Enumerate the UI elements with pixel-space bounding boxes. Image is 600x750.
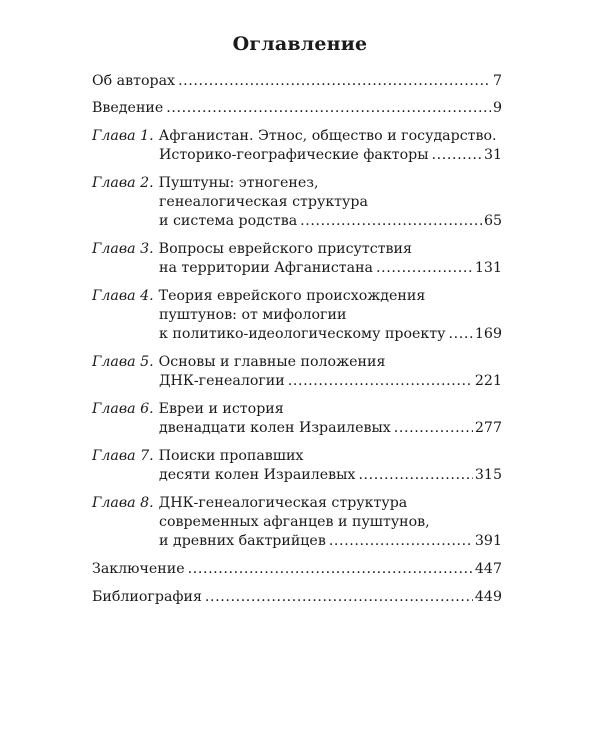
chapter-label: Глава 4. bbox=[92, 288, 154, 304]
toc-entry-title-line: генеалогическая структура bbox=[159, 194, 368, 210]
dot-leader bbox=[432, 146, 482, 165]
toc-entry-conclusion[interactable] bbox=[92, 560, 502, 579]
toc-page-number: 169 bbox=[474, 326, 502, 342]
dot-leader bbox=[394, 419, 473, 438]
toc-entry-title-line: и древних бактрийцев bbox=[159, 533, 326, 549]
chapter-label: Глава 7. bbox=[92, 448, 154, 464]
toc-entry-title-line: Афганистан. Этнос, общество и государство. bbox=[158, 128, 497, 144]
toc-entry-chapter-4[interactable] bbox=[92, 287, 502, 344]
dot-leader bbox=[329, 532, 473, 551]
toc-entry-title-line: пуштунов: от мифологии bbox=[159, 307, 347, 323]
toc-page-number: 131 bbox=[474, 260, 502, 276]
toc-entry-title-line: Евреи и история bbox=[158, 401, 284, 417]
toc-entry-title-line: десяти колен Израилевых bbox=[159, 467, 356, 483]
toc-page-number: 65 bbox=[483, 213, 502, 229]
chapter-label: Глава 5. bbox=[92, 354, 154, 370]
toc-entry-title: Библиография bbox=[92, 589, 202, 605]
chapter-label: Глава 2. bbox=[92, 175, 154, 191]
toc-entry-title: Заключение bbox=[92, 561, 185, 577]
toc-entry-title-line: на территории Афганистана bbox=[159, 260, 374, 276]
toc-entry-title-line: Историко-географические факторы bbox=[159, 147, 429, 163]
toc-entry-chapter-2[interactable] bbox=[92, 174, 502, 231]
toc-page-number: 391 bbox=[474, 533, 502, 549]
toc-entry-title-line: к политико-идеологическому проекту bbox=[159, 326, 446, 342]
toc-entry-title-line: Основы и главные положения bbox=[158, 354, 386, 370]
dot-leader bbox=[188, 560, 473, 579]
toc-entry-title-line: Пуштуны: этногенез, bbox=[158, 175, 319, 191]
page-title: Оглавление bbox=[232, 33, 368, 55]
toc-entry-chapter-5[interactable] bbox=[92, 353, 502, 391]
chapter-label: Глава 8. bbox=[92, 495, 154, 511]
toc-page-number: 315 bbox=[474, 467, 502, 483]
dot-leader bbox=[358, 466, 472, 485]
toc-entry-chapter-7[interactable] bbox=[92, 447, 502, 485]
toc-entry-title-line: Поиски пропавших bbox=[158, 448, 304, 464]
toc-entry-chapter-1[interactable] bbox=[92, 127, 502, 165]
toc-entry-title-line: двенадцати колен Израилевых bbox=[159, 420, 391, 436]
table-of-contents bbox=[92, 72, 502, 605]
toc-page-number: 221 bbox=[474, 373, 502, 389]
toc-entry-title-line: ДНК-генеалогическая структура bbox=[158, 495, 408, 511]
dot-leader bbox=[449, 325, 473, 344]
chapter-label: Глава 3. bbox=[92, 241, 154, 257]
dot-leader bbox=[300, 212, 482, 231]
dot-leader bbox=[376, 259, 473, 278]
toc-entry-title-line: ДНК-генеалогии bbox=[159, 373, 285, 389]
toc-entry-chapter-6[interactable] bbox=[92, 400, 502, 438]
toc-page-number: 9 bbox=[492, 100, 502, 116]
toc-entry-title: Об авторах bbox=[92, 73, 176, 89]
toc-page-number: 31 bbox=[483, 147, 502, 163]
chapter-label: Глава 6. bbox=[92, 401, 154, 417]
toc-entry-bibliography[interactable] bbox=[92, 588, 502, 607]
dot-leader bbox=[166, 99, 491, 118]
toc-entry-title: Введение bbox=[92, 100, 164, 116]
toc-entry-chapter-8[interactable] bbox=[92, 494, 502, 551]
toc-entry-title-line: современных афганцев и пуштунов, bbox=[159, 514, 430, 530]
dot-leader bbox=[288, 372, 473, 391]
toc-page-number: 277 bbox=[474, 420, 502, 436]
toc-entry-title-line: Вопросы еврейского присутствия bbox=[158, 241, 412, 257]
toc-page-number: 447 bbox=[474, 561, 502, 577]
dot-leader bbox=[205, 588, 473, 607]
toc-entry-title-line: и система родства bbox=[159, 213, 298, 229]
toc-page-number: 7 bbox=[492, 73, 502, 89]
toc-entry-introduction[interactable] bbox=[92, 99, 502, 118]
toc-entry-about-authors[interactable] bbox=[92, 72, 502, 91]
toc-entry-title-line: Теория еврейского происхождения bbox=[158, 288, 426, 304]
toc-entry-chapter-3[interactable] bbox=[92, 240, 502, 278]
chapter-label: Глава 1. bbox=[92, 128, 154, 144]
toc-page-number: 449 bbox=[474, 589, 502, 605]
dot-leader bbox=[178, 72, 491, 91]
